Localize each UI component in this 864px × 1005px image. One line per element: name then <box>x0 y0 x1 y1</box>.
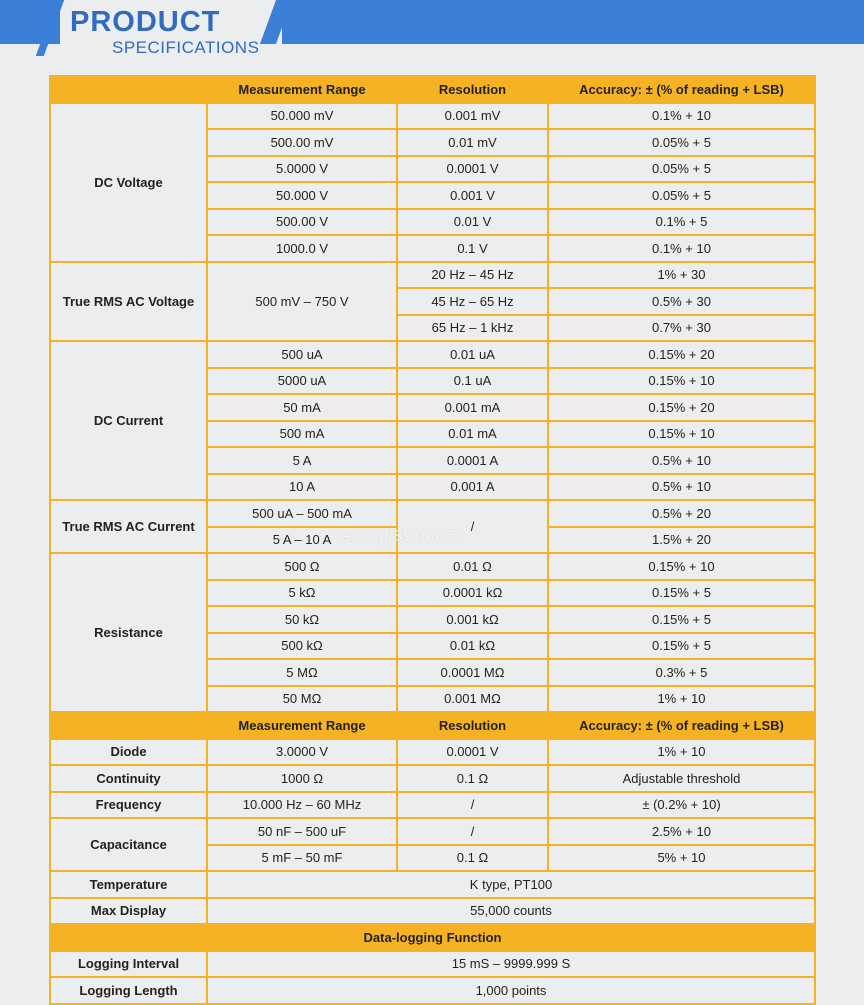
row-label-logging-interval: Logging Interval <box>50 951 207 978</box>
cell-accuracy: 0.5% + 10 <box>548 474 815 501</box>
cell-resolution: 0.001 V <box>397 182 548 209</box>
table-row <box>50 765 815 792</box>
cell-accuracy: 0.15% + 20 <box>548 394 815 421</box>
header-accuracy: Accuracy: ± (% of reading + LSB) <box>548 712 815 739</box>
table-row <box>50 818 815 845</box>
cell-resolution: 0.1 Ω <box>397 765 548 792</box>
cell-range: 3.0000 V <box>207 739 397 766</box>
cell-accuracy: 1% + 30 <box>548 262 815 289</box>
cell-accuracy: 0.1% + 10 <box>548 103 815 130</box>
header-bar-right <box>282 0 864 44</box>
cell-range: 5000 uA <box>207 368 397 395</box>
row-label-max-display: Max Display <box>50 898 207 925</box>
cell-resolution: / <box>397 792 548 819</box>
cell-accuracy: Adjustable threshold <box>548 765 815 792</box>
row-label-logging-length: Logging Length <box>50 977 207 1004</box>
watermark-text: alo.bg/8910445 <box>342 528 460 545</box>
table-row <box>50 341 815 368</box>
cell-resolution: 0.0001 V <box>397 156 548 183</box>
cell-resolution: 0.01 mA <box>397 421 548 448</box>
cell-resolution: 0.01 uA <box>397 341 548 368</box>
cell-resolution: 0.01 kΩ <box>397 633 548 660</box>
cell-logging-length-value: 1,000 points <box>207 977 815 1004</box>
cell-range: 500.00 V <box>207 209 397 236</box>
table-row <box>50 871 815 898</box>
cell-range: 500 mV – 750 V <box>207 262 397 342</box>
cell-accuracy: 0.15% + 10 <box>548 421 815 448</box>
row-label-dc-voltage: DC Voltage <box>50 103 207 262</box>
cell-resolution: 0.1 Ω <box>397 845 548 872</box>
cell-range: 1000 Ω <box>207 765 397 792</box>
row-label-capacitance: Capacitance <box>50 818 207 871</box>
row-label-continuity: Continuity <box>50 765 207 792</box>
cell-accuracy: 1.5% + 20 <box>548 527 815 554</box>
row-label-diode: Diode <box>50 739 207 766</box>
table-row <box>50 262 815 289</box>
cell-resolution: 0.001 A <box>397 474 548 501</box>
cell-range: 5 mF – 50 mF <box>207 845 397 872</box>
cell-accuracy: 0.15% + 10 <box>548 368 815 395</box>
cell-resolution: 0.001 MΩ <box>397 686 548 713</box>
cell-range: 10.000 Hz – 60 MHz <box>207 792 397 819</box>
cell-accuracy: 0.5% + 10 <box>548 447 815 474</box>
cell-resolution: 0.1 uA <box>397 368 548 395</box>
page-subtitle: SPECIFICATIONS <box>112 38 260 57</box>
cell-accuracy: 0.15% + 5 <box>548 580 815 607</box>
row-label-temperature: Temperature <box>50 871 207 898</box>
cell-range: 500 uA <box>207 341 397 368</box>
cell-range: 10 A <box>207 474 397 501</box>
cell-resolution: 0.01 mV <box>397 129 548 156</box>
header-blank <box>50 712 207 739</box>
cell-resolution: / <box>397 818 548 845</box>
table-row <box>50 951 815 978</box>
cell-range: 5 kΩ <box>207 580 397 607</box>
cell-accuracy: 0.05% + 5 <box>548 156 815 183</box>
section-row <box>50 924 815 951</box>
cell-resolution: 0.001 mV <box>397 103 548 130</box>
cell-resolution: 0.001 kΩ <box>397 606 548 633</box>
cell-accuracy: 0.1% + 5 <box>548 209 815 236</box>
table-row <box>50 792 815 819</box>
cell-range: 5 A – 10 A <box>207 527 397 554</box>
cell-logging-interval-value: 15 mS – 9999.999 S <box>207 951 815 978</box>
cell-accuracy: 0.15% + 5 <box>548 633 815 660</box>
cell-accuracy: 0.7% + 30 <box>548 315 815 342</box>
cell-resolution: 45 Hz – 65 Hz <box>397 288 548 315</box>
table-header-row <box>50 76 815 103</box>
cell-accuracy: 1% + 10 <box>548 686 815 713</box>
table-row <box>50 553 815 580</box>
cell-accuracy: 0.3% + 5 <box>548 659 815 686</box>
header-accuracy: Accuracy: ± (% of reading + LSB) <box>548 76 815 103</box>
table-header-row <box>50 712 815 739</box>
page-title: PRODUCT <box>70 6 221 38</box>
row-label-ac-current: True RMS AC Current <box>50 500 207 553</box>
cell-range: 500 uA – 500 mA <box>207 500 397 527</box>
cell-range: 500 kΩ <box>207 633 397 660</box>
cell-range: 50 nF – 500 uF <box>207 818 397 845</box>
row-label-ac-voltage: True RMS AC Voltage <box>50 262 207 342</box>
cell-resolution: 65 Hz – 1 kHz <box>397 315 548 342</box>
cell-resolution: 0.0001 MΩ <box>397 659 548 686</box>
cell-resolution: 0.01 V <box>397 209 548 236</box>
row-label-frequency: Frequency <box>50 792 207 819</box>
table-row <box>50 103 815 130</box>
cell-range: 500.00 mV <box>207 129 397 156</box>
table-row <box>50 739 815 766</box>
cell-range: 50.000 mV <box>207 103 397 130</box>
header-blank <box>50 76 207 103</box>
table-row <box>50 898 815 925</box>
cell-range: 500 mA <box>207 421 397 448</box>
cell-temperature-value: K type, PT100 <box>207 871 815 898</box>
header-range: Measurement Range <box>207 712 397 739</box>
cell-accuracy: 0.5% + 20 <box>548 500 815 527</box>
cell-resolution: 0.0001 kΩ <box>397 580 548 607</box>
cell-range: 5 A <box>207 447 397 474</box>
header-resolution: Resolution <box>397 712 548 739</box>
cell-accuracy: ± (0.2% + 10) <box>548 792 815 819</box>
cell-range: 500 Ω <box>207 553 397 580</box>
cell-resolution: 0.001 mA <box>397 394 548 421</box>
cell-resolution: / <box>397 500 548 553</box>
cell-accuracy: 1% + 10 <box>548 739 815 766</box>
cell-accuracy: 0.05% + 5 <box>548 129 815 156</box>
cell-accuracy: 0.05% + 5 <box>548 182 815 209</box>
cell-range: 50.000 V <box>207 182 397 209</box>
cell-resolution: 0.01 Ω <box>397 553 548 580</box>
cell-accuracy: 0.15% + 20 <box>548 341 815 368</box>
cell-range: 50 mA <box>207 394 397 421</box>
cell-range: 5.0000 V <box>207 156 397 183</box>
page-header <box>0 0 864 75</box>
cell-range: 1000.0 V <box>207 235 397 262</box>
cell-resolution: 0.0001 V <box>397 739 548 766</box>
section-datalog: Data-logging Function <box>50 924 815 951</box>
header-resolution: Resolution <box>397 76 548 103</box>
cell-range: 50 MΩ <box>207 686 397 713</box>
table-row <box>50 500 815 527</box>
cell-resolution: 20 Hz – 45 Hz <box>397 262 548 289</box>
cell-accuracy: 0.5% + 30 <box>548 288 815 315</box>
cell-range: 5 MΩ <box>207 659 397 686</box>
cell-range: 50 kΩ <box>207 606 397 633</box>
row-label-dc-current: DC Current <box>50 341 207 500</box>
row-label-resistance: Resistance <box>50 553 207 712</box>
cell-accuracy: 0.1% + 10 <box>548 235 815 262</box>
cell-accuracy: 0.15% + 10 <box>548 553 815 580</box>
cell-max-display-value: 55,000 counts <box>207 898 815 925</box>
cell-resolution: 0.1 V <box>397 235 548 262</box>
header-range: Measurement Range <box>207 76 397 103</box>
cell-accuracy: 5% + 10 <box>548 845 815 872</box>
cell-accuracy: 2.5% + 10 <box>548 818 815 845</box>
cell-accuracy: 0.15% + 5 <box>548 606 815 633</box>
cell-resolution: 0.0001 A <box>397 447 548 474</box>
